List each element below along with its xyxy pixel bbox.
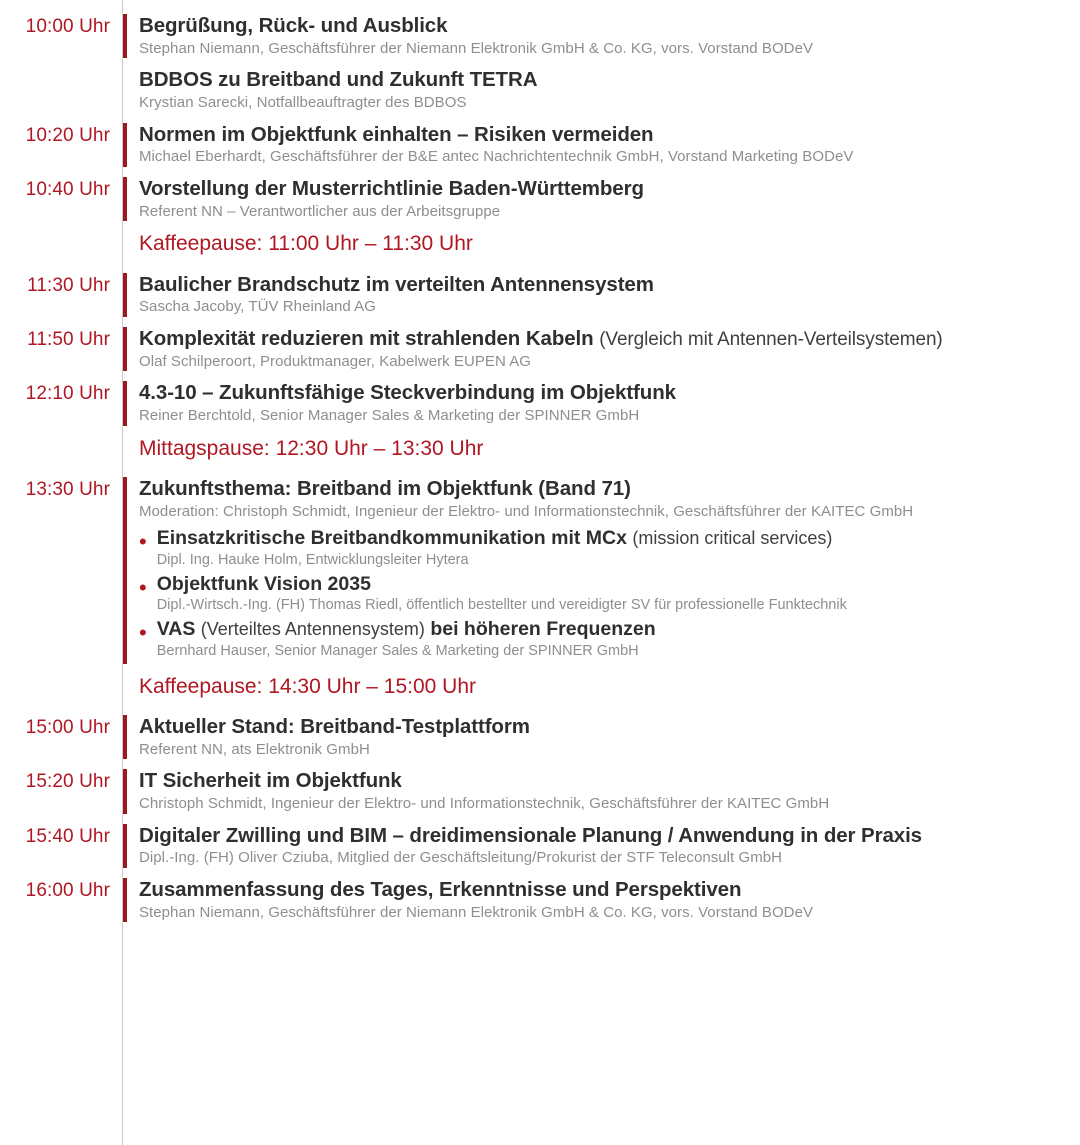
agenda-subitem-title-suffix: (mission critical services) [632,528,833,549]
agenda-time: 13:30 Uhr [25,478,110,500]
agenda-subitem-title-middle: (Verteiltes Antennensystem) [200,619,425,640]
agenda-break-label: Kaffeepause: 11:00 Uhr – 11:30 Uhr [139,232,473,256]
agenda-subitem-title-end: bei höheren Frequenzen [430,618,656,641]
agenda-content [139,824,1080,868]
agenda-time: 10:40 Uhr [25,179,110,201]
agenda-accent-bar [122,715,127,759]
agenda-subitem-title-main: Einsatzkritische Breitbandkommunikation mit MCx [156,527,627,550]
agenda-content [139,477,1080,664]
agenda-row [0,878,1080,922]
agenda-accent-bar [122,878,127,922]
agenda-time: 16:00 Uhr [25,880,110,902]
agenda-subitem-list [139,527,1076,660]
agenda-title: IT Sicherheit im Objektfunk [139,769,402,793]
agenda-accent-bar [122,477,127,664]
agenda-accent-bar [122,123,127,167]
agenda-time: 15:20 Uhr [25,771,110,793]
agenda-title: 4.3-10 – Zukunftsfähige Steckverbindung im Objektfunk [139,381,676,405]
agenda-content [139,715,1080,759]
agenda-row [0,123,1080,167]
agenda-row [0,477,1080,664]
agenda-content [139,381,1080,425]
agenda-speaker: Moderation: Christoph Schmidt, Ingenieur der Elektro- und Informationstechnik, Geschäftsführer der KAITEC GmbH [139,502,914,520]
agenda-subitem-speaker: Dipl. Ing. Hauke Holm, Entwicklungsleiter Hytera [156,551,469,568]
agenda-speaker: Referent NN, ats Elektronik GmbH [139,740,370,758]
agenda-speaker: Reiner Berchtold, Senior Manager Sales & Marketing der SPINNER GmbH [139,407,640,425]
agenda-subitem [139,618,1076,660]
agenda-row [0,824,1080,868]
agenda-time: 12:10 Uhr [25,383,110,405]
agenda-content [139,14,1080,58]
agenda-title: Baulicher Brandschutz im verteilten Antennensystem [139,272,654,296]
agenda-title: Normen im Objektfunk einhalten – Risiken vermeiden [139,122,654,146]
agenda-row [0,14,1080,58]
agenda-title: Zukunftsthema: Breitband im Objektfunk (Band 71) [139,476,631,500]
agenda-time [0,68,122,70]
agenda-accent-bar [122,674,127,699]
agenda-subitem-title: Objektfunk Vision 2035 [156,572,371,595]
agenda-time: 11:30 Uhr [27,274,110,296]
agenda-speaker: Stephan Niemann, Geschäftsführer der Niemann Elektronik GmbH & Co. KG, vors. Vorstand BODeV [139,903,814,921]
agenda-time-empty [0,436,122,438]
agenda-content [139,177,1080,221]
agenda-speaker: Sascha Jacoby, TÜV Rheinland AG [139,298,376,316]
agenda-accent-bar [122,769,127,813]
agenda-content [139,769,1080,813]
agenda-time: 15:40 Uhr [25,825,110,847]
agenda-title-suffix: (Vergleich mit Antennen-Verteilsystemen) [599,328,943,350]
agenda-title: Vorstellung der Musterrichtlinie Baden-Württemberg [139,177,644,201]
agenda-content [139,327,1080,372]
agenda-content [139,273,1080,317]
agenda-time: 10:00 Uhr [25,16,110,37]
agenda-row [0,68,1080,112]
agenda-accent-bar [122,381,127,425]
agenda-break-row [0,436,1080,461]
agenda-time: 10:20 Uhr [25,124,110,146]
bullet-icon: • [139,620,147,646]
agenda-accent-bar [122,824,127,868]
agenda-speaker: Referent NN – Verantwortlicher aus der Arbeitsgruppe [139,202,501,220]
agenda-accent-bar [122,231,127,256]
agenda-title: BDBOS zu Breitband und Zukunft TETRA [139,68,538,92]
agenda-subitem [139,573,1076,615]
agenda-break-row [0,231,1080,256]
agenda-content [139,674,1080,699]
agenda-subitem [139,527,1076,569]
agenda-accent-bar [122,327,127,372]
bullet-icon: • [139,529,147,555]
agenda-accent-bar [122,177,127,221]
agenda-title: Begrüßung, Rück- und Ausblick [139,14,448,37]
agenda-title: Digitaler Zwilling und BIM – dreidimensionale Planung / Anwendung in der Praxis [139,823,922,847]
agenda-subitem-title [157,618,656,641]
agenda-accent-bar [122,273,127,317]
agenda-content [139,123,1080,167]
agenda-time-empty [0,231,122,233]
agenda-row [0,769,1080,813]
agenda-speaker: Michael Eberhardt, Geschäftsführer der B&E antec Nachrichtentechnik GmbH, Vorstand Marketing BODeV [139,148,854,166]
agenda-subitem-body [155,527,833,569]
agenda-speaker: Olaf Schilperoort, Produktmanager, Kabelwerk EUPEN AG [139,352,531,370]
agenda-time: 15:00 Uhr [25,717,110,739]
agenda-speaker: Christoph Schmidt, Ingenieur der Elektro- und Informationstechnik, Geschäftsführer der KAITEC GmbH [139,795,830,812]
agenda-subitem-body [155,573,847,615]
agenda-row [0,177,1080,221]
agenda-content [139,68,1080,112]
agenda-subitem-speaker: Bernhard Hauser, Senior Manager Sales & Marketing der SPINNER GmbH [156,642,639,659]
agenda-time: 11:50 Uhr [27,328,110,350]
agenda-time-empty [0,674,122,676]
agenda-title-main: Komplexität reduzieren mit strahlenden Kabeln [139,326,594,350]
agenda-title [139,327,1076,352]
agenda-accent-bar [122,14,127,58]
agenda-row [0,327,1080,372]
agenda-row [0,715,1080,759]
agenda-subitem-speaker: Dipl.-Wirtsch.-Ing. (FH) Thomas Riedl, öffentlich bestellter und vereidigter SV für professionelle Funktechnik [156,597,847,614]
agenda-break-label: Mittagspause: 12:30 Uhr – 13:30 Uhr [139,436,484,460]
agenda-row [0,381,1080,425]
agenda-break-label: Kaffeepause: 14:30 Uhr – 15:00 Uhr [139,674,477,698]
agenda-speaker: Krystian Sarecki, Notfallbeauftragter des BDBOS [139,93,467,111]
agenda-content [139,231,1080,256]
agenda-subitem-body [155,618,656,660]
agenda-break-row [0,674,1080,699]
bullet-icon: • [139,574,147,600]
agenda-content [139,878,1080,922]
agenda-speaker: Dipl.-Ing. (FH) Oliver Cziuba, Mitglied der Geschäftsleitung/Prokurist der STF Teleconsult GmbH [139,849,783,867]
agenda-title: Aktueller Stand: Breitband-Testplattform [139,715,530,739]
agenda-accent-bar [122,436,127,461]
agenda-accent-bar [122,68,127,112]
agenda-title: Zusammenfassung des Tages, Erkenntnisse und Perspektiven [139,878,742,902]
agenda-row [0,273,1080,317]
agenda-speaker: Stephan Niemann, Geschäftsführer der Niemann Elektronik GmbH & Co. KG, vors. Vorstand BODeV [139,39,814,57]
agenda-subitem-title [157,527,833,550]
agenda-subitem-title-main: VAS [156,618,196,641]
agenda-content [139,436,1080,461]
